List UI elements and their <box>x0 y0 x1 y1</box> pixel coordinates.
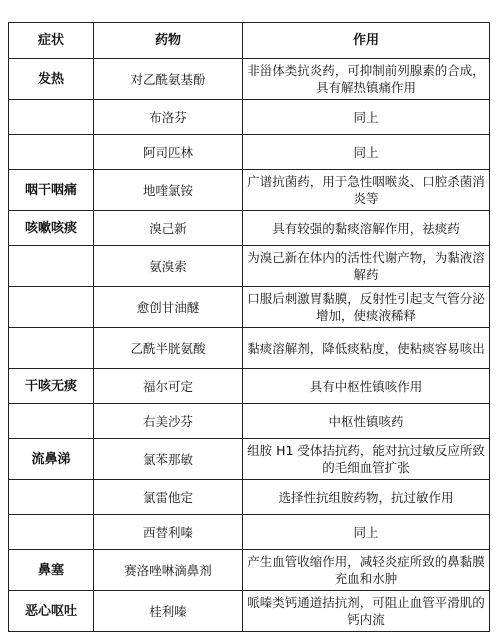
effect-cell: 非甾体类抗炎药，可抑制前列腺素的合成，具有解热镇痛作用 <box>243 59 490 100</box>
symptom-cell <box>9 404 94 439</box>
symptom-cell: 恶心呕吐 <box>9 591 94 632</box>
effect-cell: 产生血管收缩作用，减轻炎症所致的鼻黏膜充血和水肿 <box>243 550 490 591</box>
table-row <box>9 404 490 439</box>
effect-cell: 哌嗪类钙通道拮抗剂，可阻止血管平滑肌的钙内流 <box>243 591 490 632</box>
drug-cell: 桂利嗪 <box>94 591 243 632</box>
symptom-drug-table <box>8 22 490 632</box>
table-row <box>9 170 490 211</box>
symptom-cell <box>9 515 94 550</box>
effect-cell: 口服后刺激胃黏膜，反射性引起支气管分泌增加，使痰液稀释 <box>243 287 490 328</box>
header-row <box>9 23 490 59</box>
table-row <box>9 211 490 246</box>
effect-cell: 同上 <box>243 100 490 135</box>
table-row <box>9 328 490 369</box>
effect-cell: 中枢性镇咳药 <box>243 404 490 439</box>
effect-cell: 组胺 H1 受体拮抗药，能对抗过敏反应所致的毛细血管扩张 <box>243 439 490 480</box>
symptom-cell: 咳嗽咳痰 <box>9 211 94 246</box>
table-row <box>9 591 490 632</box>
effect-cell: 黏痰溶解剂，降低痰粘度，使粘痰容易咳出 <box>243 328 490 369</box>
drug-cell: 右美沙芬 <box>94 404 243 439</box>
table-header <box>9 23 490 59</box>
symptom-cell <box>9 480 94 515</box>
symptom-cell: 干咳无痰 <box>9 369 94 404</box>
header-drug: 药物 <box>94 23 243 59</box>
effect-cell: 具有较强的黏痰溶解作用，祛痰药 <box>243 211 490 246</box>
table-row <box>9 287 490 328</box>
drug-cell: 西替利嗪 <box>94 515 243 550</box>
table-row <box>9 100 490 135</box>
drug-cell: 赛洛唑啉滴鼻剂 <box>94 550 243 591</box>
header-symptom: 症状 <box>9 23 94 59</box>
table-body <box>9 59 490 632</box>
drug-cell: 对乙酰氨基酚 <box>94 59 243 100</box>
table-row <box>9 59 490 100</box>
table-row <box>9 135 490 170</box>
table-row <box>9 439 490 480</box>
drug-cell: 溴己新 <box>94 211 243 246</box>
drug-cell: 福尔可定 <box>94 369 243 404</box>
symptom-cell: 鼻塞 <box>9 550 94 591</box>
symptom-cell <box>9 287 94 328</box>
symptom-cell: 流鼻涕 <box>9 439 94 480</box>
table-row <box>9 369 490 404</box>
effect-cell: 同上 <box>243 135 490 170</box>
drug-cell: 乙酰半胱氨酸 <box>94 328 243 369</box>
effect-cell: 具有中枢性镇咳作用 <box>243 369 490 404</box>
symptom-cell <box>9 328 94 369</box>
table-row <box>9 550 490 591</box>
effect-cell: 广谱抗菌药，用于急性咽喉炎、口腔杀菌消炎等 <box>243 170 490 211</box>
symptom-cell: 咽干咽痛 <box>9 170 94 211</box>
symptom-cell <box>9 135 94 170</box>
drug-cell: 氯雷他定 <box>94 480 243 515</box>
drug-cell: 愈创甘油醚 <box>94 287 243 328</box>
symptom-cell <box>9 100 94 135</box>
drug-cell: 氨溴索 <box>94 246 243 287</box>
table-row <box>9 480 490 515</box>
effect-cell: 选择性抗组胺药物，抗过敏作用 <box>243 480 490 515</box>
table-row <box>9 515 490 550</box>
drug-cell: 阿司匹林 <box>94 135 243 170</box>
drug-cell: 地喹氯铵 <box>94 170 243 211</box>
symptom-cell: 发热 <box>9 59 94 100</box>
effect-cell: 为溴己新在体内的活性代谢产物，为黏液溶解药 <box>243 246 490 287</box>
effect-cell: 同上 <box>243 515 490 550</box>
drug-cell: 氯苯那敏 <box>94 439 243 480</box>
table-row <box>9 246 490 287</box>
symptom-cell <box>9 246 94 287</box>
header-effect: 作用 <box>243 23 490 59</box>
drug-cell: 布洛芬 <box>94 100 243 135</box>
